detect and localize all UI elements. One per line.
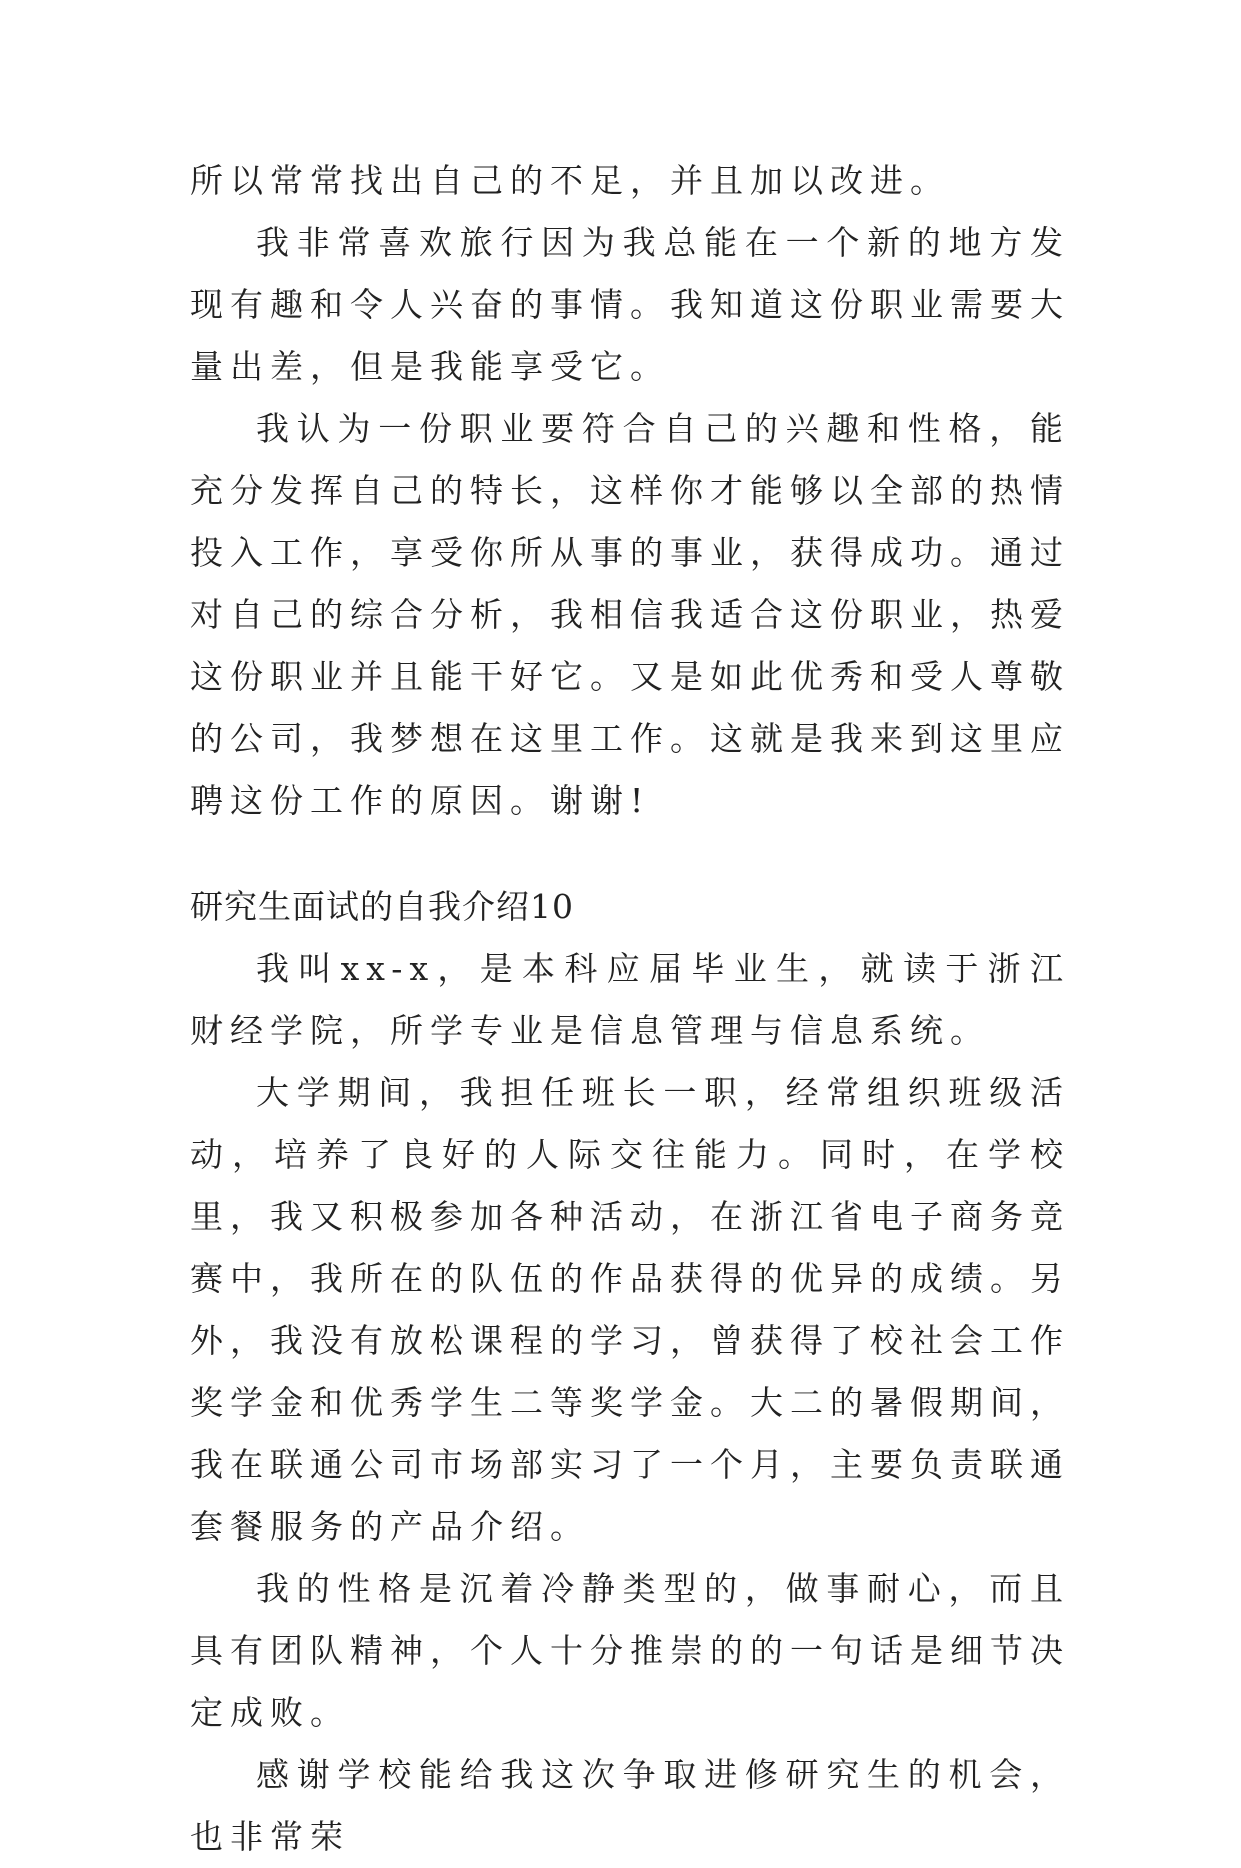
paragraph-university: 大学期间，我担任班长一职，经常组织班级活动，培养了良好的人际交往能力。同时，在学校里，我又积极参加各种活动，在浙江省电子商务竞赛中，我所在的队伍的作品获得的优异的成绩。另外，我没有放松课程的学习，曾获得了校社会工作奖学金和优秀学生二等奖学金。大二的暑假期间，我在联通公司市场部实习了一个月，主要负责联通套餐服务的产品介绍。 xyxy=(190,1073,1070,1546)
paragraph-travel: 我非常喜欢旅行因为我总能在一个新的地方发现有趣和令人兴奋的事情。我知道这份职业需要大量出差，但是我能享受它。 xyxy=(190,223,1070,386)
paragraph-personality: 我的性格是沉着冷静类型的，做事耐心，而且具有团队精神，个人十分推崇的的一句话是细节决定成败。 xyxy=(190,1569,1070,1732)
paragraph-thanks: 感谢学校能给我这次争取进修研究生的机会，也非常荣 xyxy=(190,1755,1070,1856)
document-body xyxy=(190,150,1070,1868)
section-title: 研究生面试的自我介绍10 xyxy=(190,887,574,926)
paragraph-career-fit: 我认为一份职业要符合自己的兴趣和性格，能充分发挥自己的特长，这样你才能够以全部的热情投入工作，享受你所从事的事业，获得成功。通过对自己的综合分析，我相信我适合这份职业，热爱这份职业并且能干好它。又是如此优秀和受人尊敬的公司，我梦想在这里工作。这就是我来到这里应聘这份工作的原因。谢谢! xyxy=(190,409,1070,820)
paragraph-introduction: 我叫xx-x，是本科应届毕业生，就读于浙江财经学院，所学专业是信息管理与信息系统。 xyxy=(190,949,1070,1050)
paragraph-continuation: 所以常常找出自己的不足，并且加以改进。 xyxy=(190,161,950,200)
